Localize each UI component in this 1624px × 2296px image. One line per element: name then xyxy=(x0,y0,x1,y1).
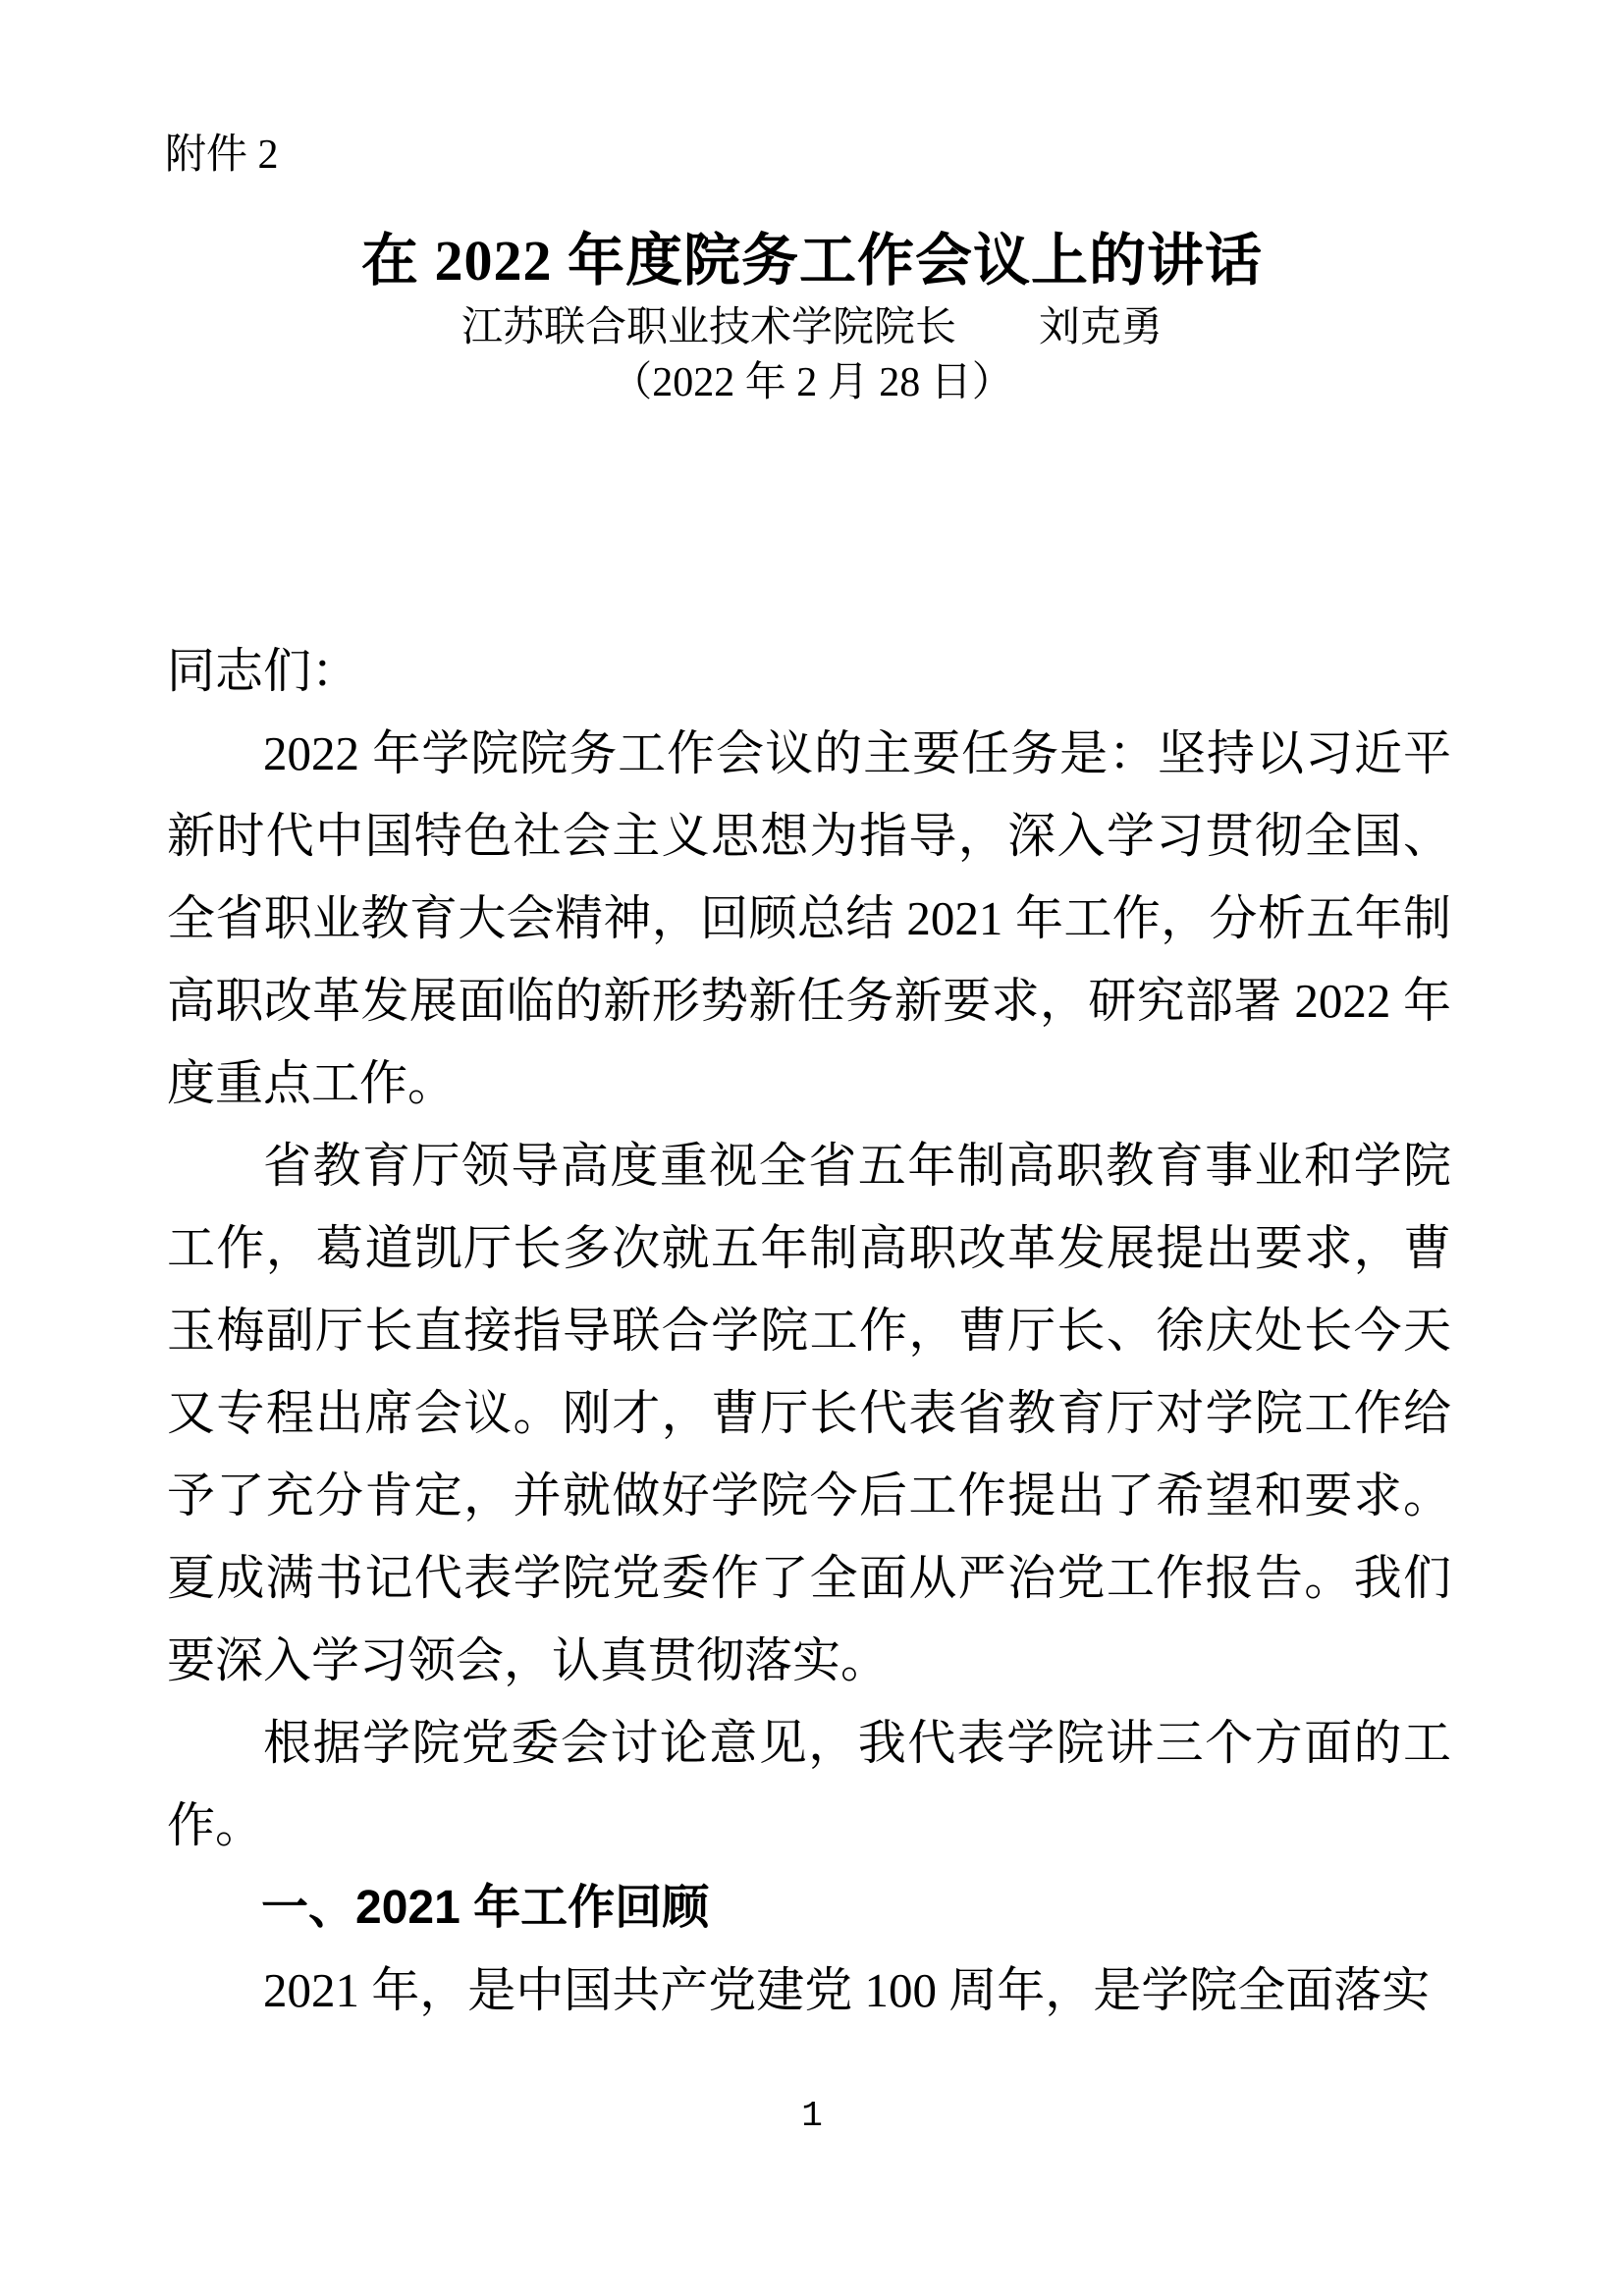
salutation-line: 同志们： xyxy=(167,644,360,698)
page-number: 1 xyxy=(801,2096,823,2136)
attachment-label: 附件 2 xyxy=(165,133,279,178)
author-line: 江苏联合职业技术学院院长 刘克勇 xyxy=(460,305,1163,350)
document-body xyxy=(167,630,1451,2032)
paragraph: 根据学院党委会讨论意见，我代表学院讲三个方面的工作。 xyxy=(167,1716,1451,1852)
date-line: （2022 年 2 月 28 日） xyxy=(611,360,1013,405)
paragraph: 2021 年，是中国共产党建党 100 周年，是学院全面落实 xyxy=(263,1963,1431,2017)
section-heading: 一、2021 年工作回顾 xyxy=(261,1882,710,1934)
paragraph: 2022 年学院院务工作会议的主要任务是：坚持以习近平新时代中国特色社会主义思想为指导，深入学习贯彻全国、全省职业教育大会精神，回顾总结 2021 年工作，分析五年制高职改革发展面临的新形势新任务新要求，研究部署 2022 年度重点工作。 xyxy=(167,726,1451,1110)
document-title: 在 2022 年度院务工作会议上的讲话 xyxy=(360,229,1263,293)
paragraph: 省教育厅领导高度重视全省五年制高职教育事业和学院工作，葛道凯厅长多次就五年制高职改革发展提出要求，曹玉梅副厅长直接指导联合学院工作，曹厅长、徐庆处长今天又专程出席会议。刚才，曹厅长代表省教育厅对学院工作给予了充分肯定，并就做好学院今后工作提出了希望和要求。夏成满书记代表学院党委作了全面从严治党工作报告。我们要深入学习领会，认真贯彻落实。 xyxy=(167,1139,1451,1687)
